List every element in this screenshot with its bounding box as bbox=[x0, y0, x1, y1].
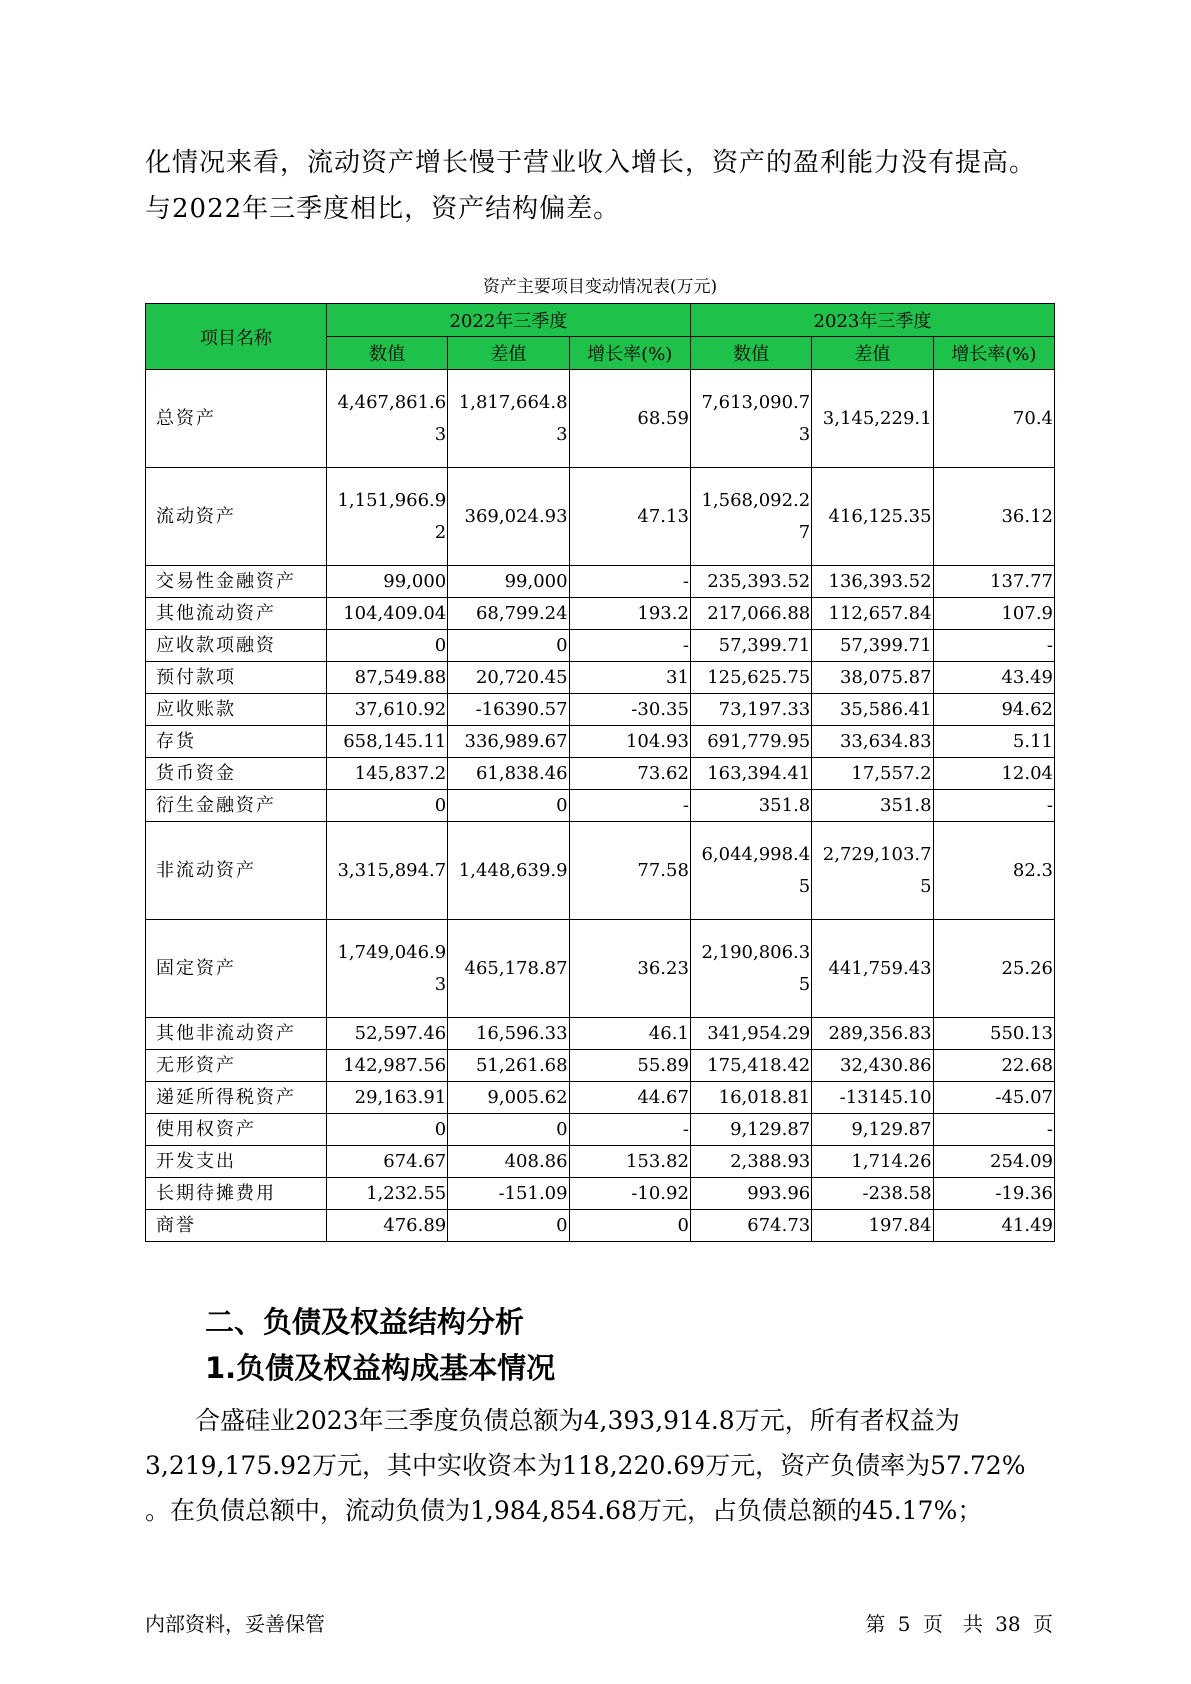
cell-diff-2022: 0 bbox=[448, 1114, 569, 1146]
table-row bbox=[146, 790, 1055, 822]
cell-growth-2023: 43.49 bbox=[933, 662, 1054, 694]
cell-value-2022: 658,145.11 bbox=[326, 726, 447, 758]
intro-line-1: 化情况来看，流动资产增长慢于营业收入增长，资产的盈利能力没有提高。 bbox=[145, 148, 1037, 178]
header-item-name: 项目名称 bbox=[146, 304, 327, 370]
table-row bbox=[146, 1018, 1055, 1050]
footer-page-number: 第 5 页 共 38 页 bbox=[865, 1612, 1053, 1636]
cell-growth-2023: 137.77 bbox=[933, 566, 1054, 598]
cell-diff-2022: 336,989.67 bbox=[448, 726, 569, 758]
cell-value-2023: 163,394.41 bbox=[690, 758, 811, 790]
cell-diff-2022: 369,024.93 bbox=[448, 468, 569, 566]
cell-growth-2023: 36.12 bbox=[933, 468, 1054, 566]
cell-diff-2023: -238.58 bbox=[812, 1178, 933, 1210]
header-2022-growth: 增长率(%) bbox=[569, 337, 690, 370]
cell-value-2023: 175,418.42 bbox=[690, 1050, 811, 1082]
row-item-name: 货币资金 bbox=[146, 758, 327, 790]
row-item-name: 存货 bbox=[146, 726, 327, 758]
table-body bbox=[146, 370, 1055, 1242]
cell-value-2023: 691,779.95 bbox=[690, 726, 811, 758]
cell-value-2022: 142,987.56 bbox=[326, 1050, 447, 1082]
cell-value-2023: 674.73 bbox=[690, 1210, 811, 1242]
cell-diff-2023: 35,586.41 bbox=[812, 694, 933, 726]
table-caption: 资产主要项目变动情况表(万元) bbox=[482, 277, 718, 297]
cell-growth-2023: - bbox=[933, 630, 1054, 662]
cell-diff-2023: 9,129.87 bbox=[812, 1114, 933, 1146]
cell-value-2023: 2,388.93 bbox=[690, 1146, 811, 1178]
cell-diff-2022: 99,000 bbox=[448, 566, 569, 598]
cell-growth-2023: -45.07 bbox=[933, 1082, 1054, 1114]
cell-value-2022: 29,163.91 bbox=[326, 1082, 447, 1114]
cell-value-2023: 73,197.33 bbox=[690, 694, 811, 726]
cell-value-2022: 3,315,894.7 bbox=[326, 822, 447, 920]
table-row bbox=[146, 566, 1055, 598]
table-row bbox=[146, 694, 1055, 726]
cell-diff-2023: 57,399.71 bbox=[812, 630, 933, 662]
row-item-name: 预付款项 bbox=[146, 662, 327, 694]
row-item-name: 商誉 bbox=[146, 1210, 327, 1242]
cell-growth-2022: 153.82 bbox=[569, 1146, 690, 1178]
cell-growth-2023: - bbox=[933, 1114, 1054, 1146]
cell-growth-2022: 55.89 bbox=[569, 1050, 690, 1082]
cell-growth-2022: 104.93 bbox=[569, 726, 690, 758]
table-row bbox=[146, 598, 1055, 630]
cell-diff-2022: -16390.57 bbox=[448, 694, 569, 726]
row-item-name: 使用权资产 bbox=[146, 1114, 327, 1146]
cell-value-2022: 37,610.92 bbox=[326, 694, 447, 726]
row-item-name: 非流动资产 bbox=[146, 822, 327, 920]
cell-value-2022: 145,837.2 bbox=[326, 758, 447, 790]
cell-value-2022: 99,000 bbox=[326, 566, 447, 598]
cell-value-2023: 235,393.52 bbox=[690, 566, 811, 598]
cell-diff-2022: 0 bbox=[448, 790, 569, 822]
cell-growth-2022: 68.59 bbox=[569, 370, 690, 468]
cell-value-2022: 52,597.46 bbox=[326, 1018, 447, 1050]
cell-value-2022: 0 bbox=[326, 630, 447, 662]
cell-value-2023: 125,625.75 bbox=[690, 662, 811, 694]
cell-diff-2022: 408.86 bbox=[448, 1146, 569, 1178]
cell-diff-2022: 16,596.33 bbox=[448, 1018, 569, 1050]
body-line-3: 。在负债总额中，流动负债为1,984,854.68万元，占负债总额的45.17%； bbox=[145, 1496, 983, 1525]
cell-value-2022: 1,151,966.92 bbox=[326, 468, 447, 566]
cell-growth-2023: 25.26 bbox=[933, 920, 1054, 1018]
row-item-name: 总资产 bbox=[146, 370, 327, 468]
cell-growth-2023: 254.09 bbox=[933, 1146, 1054, 1178]
cell-value-2023: 6,044,998.45 bbox=[690, 822, 811, 920]
cell-growth-2022: 47.13 bbox=[569, 468, 690, 566]
header-2023-value: 数值 bbox=[690, 337, 811, 370]
intro-line-2: 与2022年三季度相比，资产结构偏差。 bbox=[145, 194, 621, 224]
cell-growth-2022: 193.2 bbox=[569, 598, 690, 630]
table-row bbox=[146, 370, 1055, 468]
asset-change-table bbox=[145, 303, 1055, 1242]
cell-diff-2023: -13145.10 bbox=[812, 1082, 933, 1114]
cell-growth-2023: -19.36 bbox=[933, 1178, 1054, 1210]
cell-growth-2023: 94.62 bbox=[933, 694, 1054, 726]
row-item-name: 其他流动资产 bbox=[146, 598, 327, 630]
cell-diff-2022: 51,261.68 bbox=[448, 1050, 569, 1082]
table-row bbox=[146, 1114, 1055, 1146]
cell-diff-2022: 61,838.46 bbox=[448, 758, 569, 790]
cell-diff-2022: 465,178.87 bbox=[448, 920, 569, 1018]
cell-value-2022: 674.67 bbox=[326, 1146, 447, 1178]
cell-diff-2022: 9,005.62 bbox=[448, 1082, 569, 1114]
cell-growth-2022: 46.1 bbox=[569, 1018, 690, 1050]
cell-diff-2023: 441,759.43 bbox=[812, 920, 933, 1018]
body-line-1: 合盛硅业2023年三季度负债总额为4,393,914.8万元，所有者权益为 bbox=[145, 1406, 960, 1435]
cell-value-2022: 4,467,861.63 bbox=[326, 370, 447, 468]
cell-value-2022: 0 bbox=[326, 1114, 447, 1146]
cell-diff-2023: 416,125.35 bbox=[812, 468, 933, 566]
cell-diff-2023: 38,075.87 bbox=[812, 662, 933, 694]
cell-diff-2023: 33,634.83 bbox=[812, 726, 933, 758]
cell-diff-2022: 1,817,664.83 bbox=[448, 370, 569, 468]
footer-confidential: 内部资料，妥善保管 bbox=[145, 1612, 325, 1636]
cell-diff-2022: 68,799.24 bbox=[448, 598, 569, 630]
header-2023: 2023年三季度 bbox=[690, 304, 1054, 337]
cell-growth-2022: - bbox=[569, 630, 690, 662]
cell-value-2022: 1,749,046.93 bbox=[326, 920, 447, 1018]
cell-diff-2023: 1,714.26 bbox=[812, 1146, 933, 1178]
cell-growth-2022: 44.67 bbox=[569, 1082, 690, 1114]
cell-value-2022: 104,409.04 bbox=[326, 598, 447, 630]
cell-diff-2022: 20,720.45 bbox=[448, 662, 569, 694]
cell-growth-2022: - bbox=[569, 566, 690, 598]
row-item-name: 应收款项融资 bbox=[146, 630, 327, 662]
cell-diff-2022: 0 bbox=[448, 1210, 569, 1242]
cell-growth-2023: 5.11 bbox=[933, 726, 1054, 758]
row-item-name: 开发支出 bbox=[146, 1146, 327, 1178]
table-row bbox=[146, 758, 1055, 790]
cell-growth-2022: -10.92 bbox=[569, 1178, 690, 1210]
cell-diff-2023: 2,729,103.75 bbox=[812, 822, 933, 920]
table-row bbox=[146, 1178, 1055, 1210]
cell-value-2023: 2,190,806.35 bbox=[690, 920, 811, 1018]
header-2023-diff: 差值 bbox=[812, 337, 933, 370]
cell-value-2023: 9,129.87 bbox=[690, 1114, 811, 1146]
row-item-name: 其他非流动资产 bbox=[146, 1018, 327, 1050]
cell-growth-2023: 41.49 bbox=[933, 1210, 1054, 1242]
cell-growth-2022: -30.35 bbox=[569, 694, 690, 726]
table-row bbox=[146, 1082, 1055, 1114]
cell-diff-2023: 17,557.2 bbox=[812, 758, 933, 790]
cell-growth-2022: 0 bbox=[569, 1210, 690, 1242]
cell-growth-2022: - bbox=[569, 1114, 690, 1146]
header-2022-diff: 差值 bbox=[448, 337, 569, 370]
cell-diff-2022: -151.09 bbox=[448, 1178, 569, 1210]
cell-growth-2022: 77.58 bbox=[569, 822, 690, 920]
row-item-name: 长期待摊费用 bbox=[146, 1178, 327, 1210]
cell-value-2023: 57,399.71 bbox=[690, 630, 811, 662]
cell-growth-2023: 107.9 bbox=[933, 598, 1054, 630]
body-paragraph bbox=[145, 1398, 1060, 1533]
cell-value-2023: 341,954.29 bbox=[690, 1018, 811, 1050]
cell-diff-2023: 289,356.83 bbox=[812, 1018, 933, 1050]
intro-paragraph bbox=[145, 140, 1055, 232]
table-row bbox=[146, 662, 1055, 694]
table-row bbox=[146, 920, 1055, 1018]
cell-growth-2023: 12.04 bbox=[933, 758, 1054, 790]
cell-diff-2022: 1,448,639.9 bbox=[448, 822, 569, 920]
cell-growth-2022: - bbox=[569, 790, 690, 822]
row-item-name: 应收账款 bbox=[146, 694, 327, 726]
cell-value-2023: 217,066.88 bbox=[690, 598, 811, 630]
row-item-name: 交易性金融资产 bbox=[146, 566, 327, 598]
cell-value-2022: 476.89 bbox=[326, 1210, 447, 1242]
section-heading: 二、负债及权益结构分析 bbox=[205, 1305, 525, 1339]
table-row bbox=[146, 468, 1055, 566]
header-2022-value: 数值 bbox=[326, 337, 447, 370]
row-item-name: 衍生金融资产 bbox=[146, 790, 327, 822]
cell-value-2022: 87,549.88 bbox=[326, 662, 447, 694]
cell-value-2023: 7,613,090.73 bbox=[690, 370, 811, 468]
cell-growth-2022: 36.23 bbox=[569, 920, 690, 1018]
cell-growth-2022: 31 bbox=[569, 662, 690, 694]
row-item-name: 递延所得税资产 bbox=[146, 1082, 327, 1114]
row-item-name: 流动资产 bbox=[146, 468, 327, 566]
subsection-heading: 1.负债及权益构成基本情况 bbox=[205, 1351, 556, 1385]
header-2023-growth: 增长率(%) bbox=[933, 337, 1054, 370]
cell-diff-2023: 3,145,229.1 bbox=[812, 370, 933, 468]
table-row bbox=[146, 1210, 1055, 1242]
header-2022: 2022年三季度 bbox=[326, 304, 690, 337]
row-item-name: 固定资产 bbox=[146, 920, 327, 1018]
row-item-name: 无形资产 bbox=[146, 1050, 327, 1082]
cell-growth-2023: 550.13 bbox=[933, 1018, 1054, 1050]
cell-diff-2023: 197.84 bbox=[812, 1210, 933, 1242]
table-row bbox=[146, 1050, 1055, 1082]
cell-diff-2022: 0 bbox=[448, 630, 569, 662]
cell-growth-2023: 22.68 bbox=[933, 1050, 1054, 1082]
cell-diff-2023: 351.8 bbox=[812, 790, 933, 822]
table-row bbox=[146, 1146, 1055, 1178]
cell-diff-2023: 136,393.52 bbox=[812, 566, 933, 598]
table-row bbox=[146, 822, 1055, 920]
cell-value-2023: 16,018.81 bbox=[690, 1082, 811, 1114]
cell-value-2023: 351.8 bbox=[690, 790, 811, 822]
cell-value-2023: 993.96 bbox=[690, 1178, 811, 1210]
cell-diff-2023: 112,657.84 bbox=[812, 598, 933, 630]
cell-diff-2023: 32,430.86 bbox=[812, 1050, 933, 1082]
cell-growth-2023: 70.4 bbox=[933, 370, 1054, 468]
cell-value-2022: 0 bbox=[326, 790, 447, 822]
cell-growth-2022: 73.62 bbox=[569, 758, 690, 790]
cell-growth-2023: 82.3 bbox=[933, 822, 1054, 920]
cell-value-2023: 1,568,092.27 bbox=[690, 468, 811, 566]
table-row bbox=[146, 630, 1055, 662]
cell-growth-2023: - bbox=[933, 790, 1054, 822]
body-line-2: 3,219,175.92万元，其中实收资本为118,220.69万元，资产负债率为57.72% bbox=[145, 1451, 1026, 1480]
table-row bbox=[146, 726, 1055, 758]
cell-value-2022: 1,232.55 bbox=[326, 1178, 447, 1210]
